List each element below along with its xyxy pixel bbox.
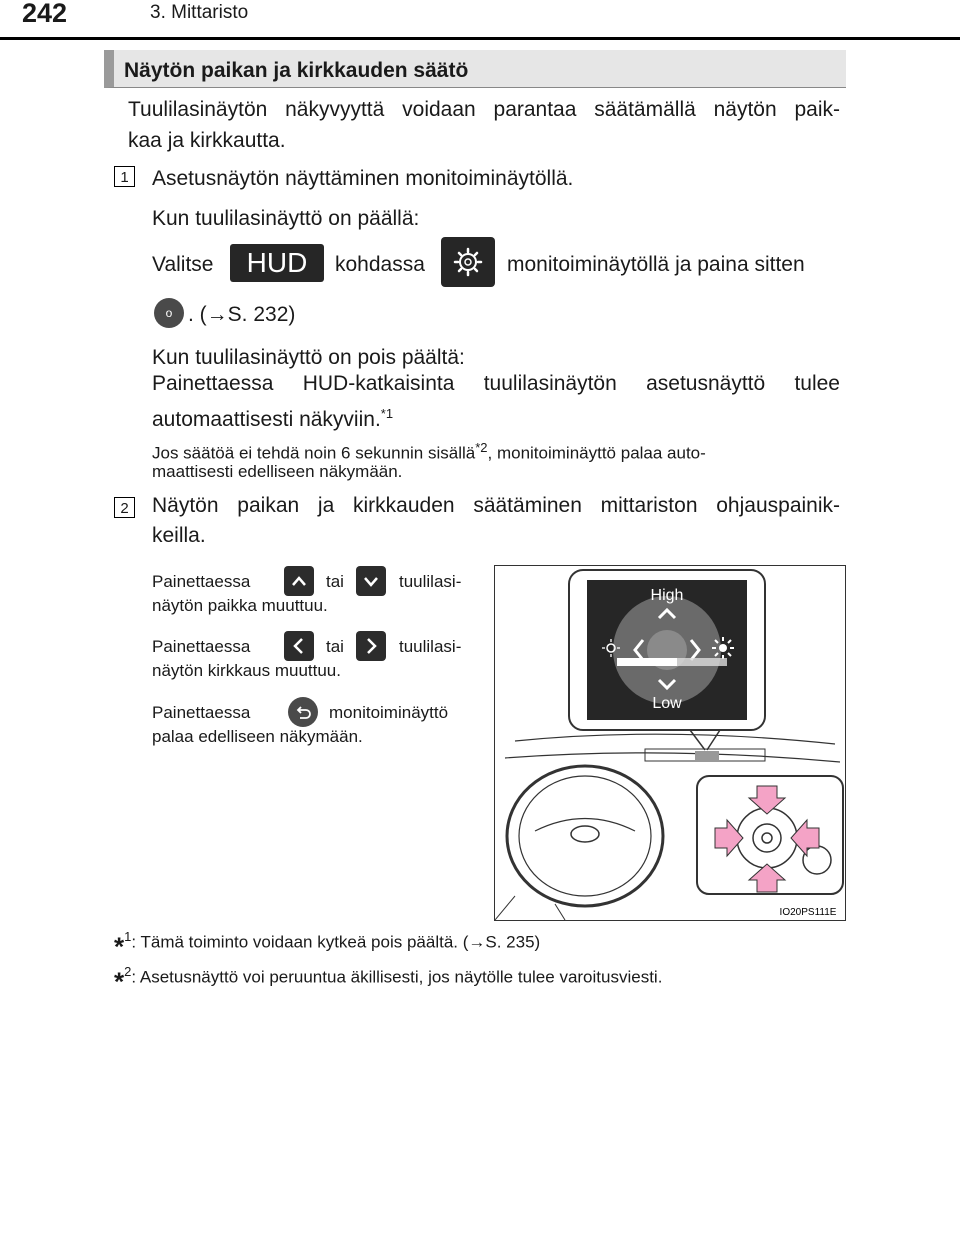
step-2-title-1: Näytön paikan ja kirkkauden säätäminen mittariston ohjauspainik- xyxy=(152,494,840,517)
select-text-mid: kohdassa xyxy=(335,253,425,276)
bri-text-post: tuulilasi- xyxy=(399,637,462,656)
chevron-down-icon xyxy=(356,566,386,596)
timeout-note: Jos säätöä ei tehdä noin 6 sekunnin sisällä$^{*2}$, monitoiminäyttö palaa auto- xyxy=(152,440,706,463)
step-1-number: 1 xyxy=(114,166,135,187)
bri-text-mid: tai xyxy=(326,637,344,656)
low-label: Low xyxy=(652,695,682,712)
step-2-number: 2 xyxy=(114,497,135,518)
pos-text-mid: tai xyxy=(326,572,344,591)
back-text-line2: palaa edelliseen näkymään. xyxy=(152,727,363,746)
high-label: High xyxy=(650,587,684,604)
select-text-pre: Valitse xyxy=(152,253,214,276)
chevron-left-icon xyxy=(284,631,314,661)
back-text-post: monitoiminäyttö xyxy=(329,703,449,722)
pos-text-line2: näytön paikka muuttuu. xyxy=(152,596,328,615)
chevron-right-icon xyxy=(356,631,386,661)
section-title: Näytön paikan ja kirkkauden säätö xyxy=(124,59,469,82)
footnote-1: *$^1$: Tämä toiminto voidaan kytkeä pois päältä. (→S. 235) xyxy=(114,929,541,962)
step-2-title-2: keilla. xyxy=(152,524,206,547)
header-rule xyxy=(0,37,960,40)
pos-text-post: tuulilasi- xyxy=(399,572,462,591)
hud-adjustment-illustration xyxy=(494,565,846,921)
chevron-up-icon xyxy=(284,566,314,596)
page-reference: . (→S. 232) xyxy=(188,303,296,326)
footnote-2: *$^2$: Asetusnäyttö voi peruuntua äkillisesti, jos näytölle tulee varoitusviesti. xyxy=(114,964,663,997)
back-text-pre: Painettaessa xyxy=(152,703,251,722)
intro-line-2: kaa ja kirkkautta. xyxy=(128,129,286,152)
hud-menu-button: HUD xyxy=(230,244,324,282)
intro-line-1: Tuulilasinäytön näkyvyyttä voidaan parantaa säätämällä näytön paik- xyxy=(128,98,840,121)
bri-text-line2: näytön kirkkaus muuttuu. xyxy=(152,661,341,680)
sun-bright-icon xyxy=(712,637,734,659)
timeout-note-2: maattisesti edelliseen näkymään. xyxy=(152,462,403,481)
back-button-icon xyxy=(288,697,318,727)
hud-off-text-2: automaattisesti näkyviin.$^{*1}$ xyxy=(152,406,394,431)
illustration-code: IO20PS111E xyxy=(779,907,837,918)
page-number: 242 xyxy=(22,0,68,28)
hud-off-label: Kun tuulilasinäyttö on pois päältä: xyxy=(152,346,465,369)
footnote-ref-1: *1 xyxy=(380,406,394,421)
enter-button-icon: o xyxy=(154,298,184,328)
hud-on-label: Kun tuulilasinäyttö on päällä: xyxy=(152,207,420,230)
chapter-title: 3. Mittaristo xyxy=(150,2,249,23)
hud-off-text-1: Painettaessa HUD-katkaisinta tuulilasinäytön asetusnäyttö tulee xyxy=(152,372,840,395)
bri-text-pre: Painettaessa xyxy=(152,637,251,656)
pos-text-pre: Painettaessa xyxy=(152,572,251,591)
settings-gear-icon xyxy=(441,237,495,287)
step-1-title: Asetusnäytön näyttäminen monitoiminäytöllä. xyxy=(152,167,574,190)
select-text-post: monitoiminäytöllä ja paina sitten xyxy=(507,253,805,276)
footnote-ref-2: *2 xyxy=(475,440,488,455)
